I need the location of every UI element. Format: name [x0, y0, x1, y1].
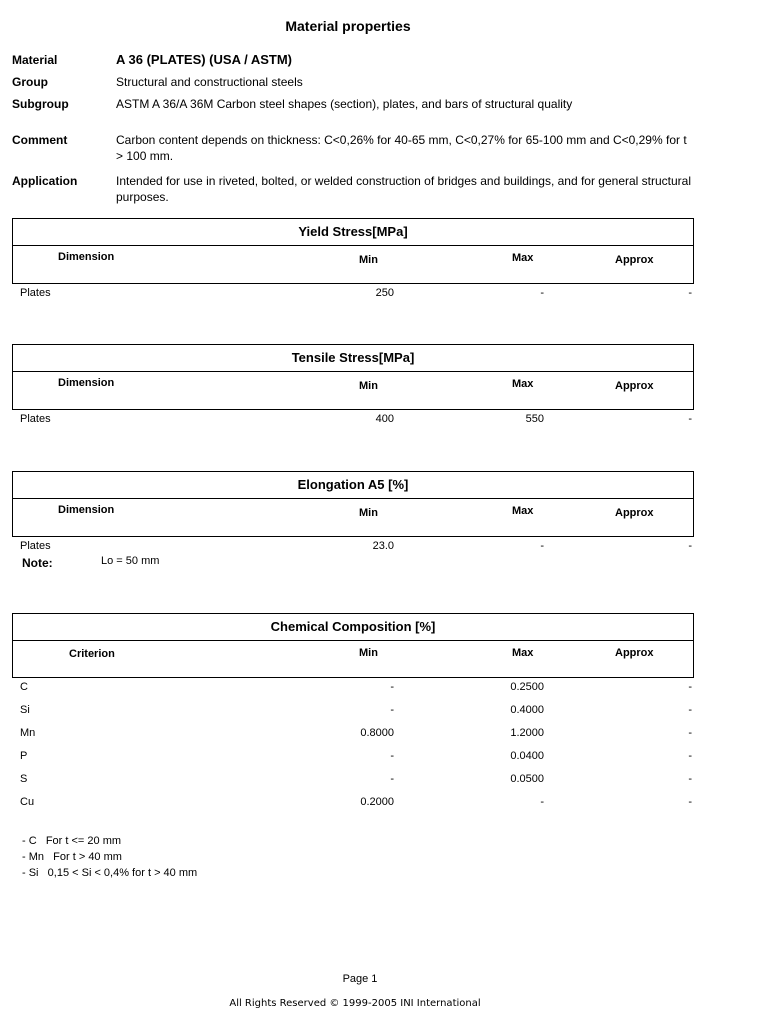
row-approx: -	[688, 540, 692, 552]
row-min: -	[390, 681, 394, 693]
subgroup-label: Subgroup	[12, 97, 69, 111]
row-approx: -	[688, 704, 692, 716]
row-min: 23.0	[372, 540, 394, 552]
row-max: 0.4000	[510, 704, 544, 716]
row-name: Cu	[20, 796, 35, 808]
row-approx: -	[688, 750, 692, 762]
chemical-table-header	[12, 613, 694, 678]
yield-table-header	[12, 218, 694, 284]
col-max: Max	[512, 378, 534, 390]
row-max: -	[540, 540, 544, 552]
footnote: - C For t <= 20 mm	[22, 835, 122, 847]
col-criterion: Criterion	[69, 648, 115, 660]
row-approx: -	[688, 727, 692, 739]
row-name: P	[20, 750, 28, 762]
row-min: -	[390, 750, 394, 762]
subgroup-value: ASTM A 36/A 36M Carbon steel shapes (section), plates, and bars of structural quality	[116, 97, 573, 111]
col-approx: Approx	[615, 507, 654, 519]
row-approx: -	[688, 773, 692, 785]
tensile-table-header	[12, 344, 694, 410]
note-value: Lo = 50 mm	[101, 555, 160, 567]
row-max: -	[540, 287, 544, 299]
row-min: 250	[375, 287, 394, 299]
col-dimension: Dimension	[58, 504, 115, 516]
row-approx: -	[688, 287, 692, 299]
table-row	[0, 773, 768, 789]
chemical-title: Chemical Composition [%]	[13, 614, 693, 641]
row-min: 0.8000	[360, 727, 394, 739]
row-name: Plates	[20, 540, 51, 552]
material-label: Material	[12, 53, 58, 67]
footnote: - Mn For t > 40 mm	[22, 851, 122, 863]
col-min: Min	[359, 507, 378, 519]
row-approx: -	[688, 413, 692, 425]
table-row	[0, 796, 768, 812]
row-max: 550	[525, 413, 544, 425]
material-value: A 36 (PLATES) (USA / ASTM)	[116, 52, 292, 67]
row-max: 0.2500	[510, 681, 544, 693]
table-row	[0, 704, 768, 720]
row-max: 1.2000	[510, 727, 544, 739]
table-row	[0, 287, 768, 303]
col-max: Max	[512, 647, 534, 659]
table-row	[0, 681, 768, 697]
tensile-title: Tensile Stress[MPa]	[13, 345, 693, 372]
page-number: Page 1	[342, 973, 378, 985]
col-min: Min	[359, 380, 378, 392]
row-min: 0.2000	[360, 796, 394, 808]
col-min: Min	[359, 647, 378, 659]
row-name: Si	[20, 704, 30, 716]
row-max: 0.0400	[510, 750, 544, 762]
group-value: Structural and constructional steels	[116, 75, 303, 89]
row-name: Plates	[20, 287, 51, 299]
note-label: Note:	[22, 556, 53, 570]
col-max: Max	[512, 252, 534, 264]
col-approx: Approx	[615, 380, 654, 392]
comment-value: Carbon content depends on thickness: C<0,26% for 40-65 mm, C<0,27% for 65-100 mm and C<0,29% for t > 100 mm.	[116, 133, 687, 163]
row-name: S	[20, 773, 28, 785]
footnote: - Si 0,15 < Si < 0,4% for t > 40 mm	[22, 867, 198, 879]
col-dimension: Dimension	[58, 251, 115, 263]
table-row	[0, 750, 768, 766]
row-name: C	[20, 681, 28, 693]
col-approx: Approx	[615, 254, 654, 266]
row-name: Plates	[20, 413, 51, 425]
copyright: All Rights Reserved © 1999-2005 INI International	[229, 998, 481, 1009]
col-min: Min	[359, 254, 378, 266]
row-approx: -	[688, 681, 692, 693]
application-label: Application	[12, 174, 78, 188]
col-approx: Approx	[615, 647, 654, 659]
table-row	[0, 727, 768, 743]
row-min: -	[390, 773, 394, 785]
row-min: 400	[375, 413, 394, 425]
col-max: Max	[512, 505, 534, 517]
row-name: Mn	[20, 727, 36, 739]
application-value: Intended for use in riveted, bolted, or welded construction of bridges and buildings, and for general structural purposes.	[116, 174, 692, 204]
elongation-table-header	[12, 471, 694, 537]
yield-title: Yield Stress[MPa]	[13, 219, 693, 246]
row-max: 0.0500	[510, 773, 544, 785]
elongation-title: Elongation A5 [%]	[13, 472, 693, 499]
row-min: -	[390, 704, 394, 716]
page-title: Material properties	[285, 18, 411, 34]
row-approx: -	[688, 796, 692, 808]
table-row	[0, 413, 768, 429]
row-max: -	[540, 796, 544, 808]
col-dimension: Dimension	[58, 377, 115, 389]
comment-label: Comment	[12, 133, 68, 147]
group-label: Group	[12, 75, 48, 89]
table-row	[0, 540, 768, 556]
